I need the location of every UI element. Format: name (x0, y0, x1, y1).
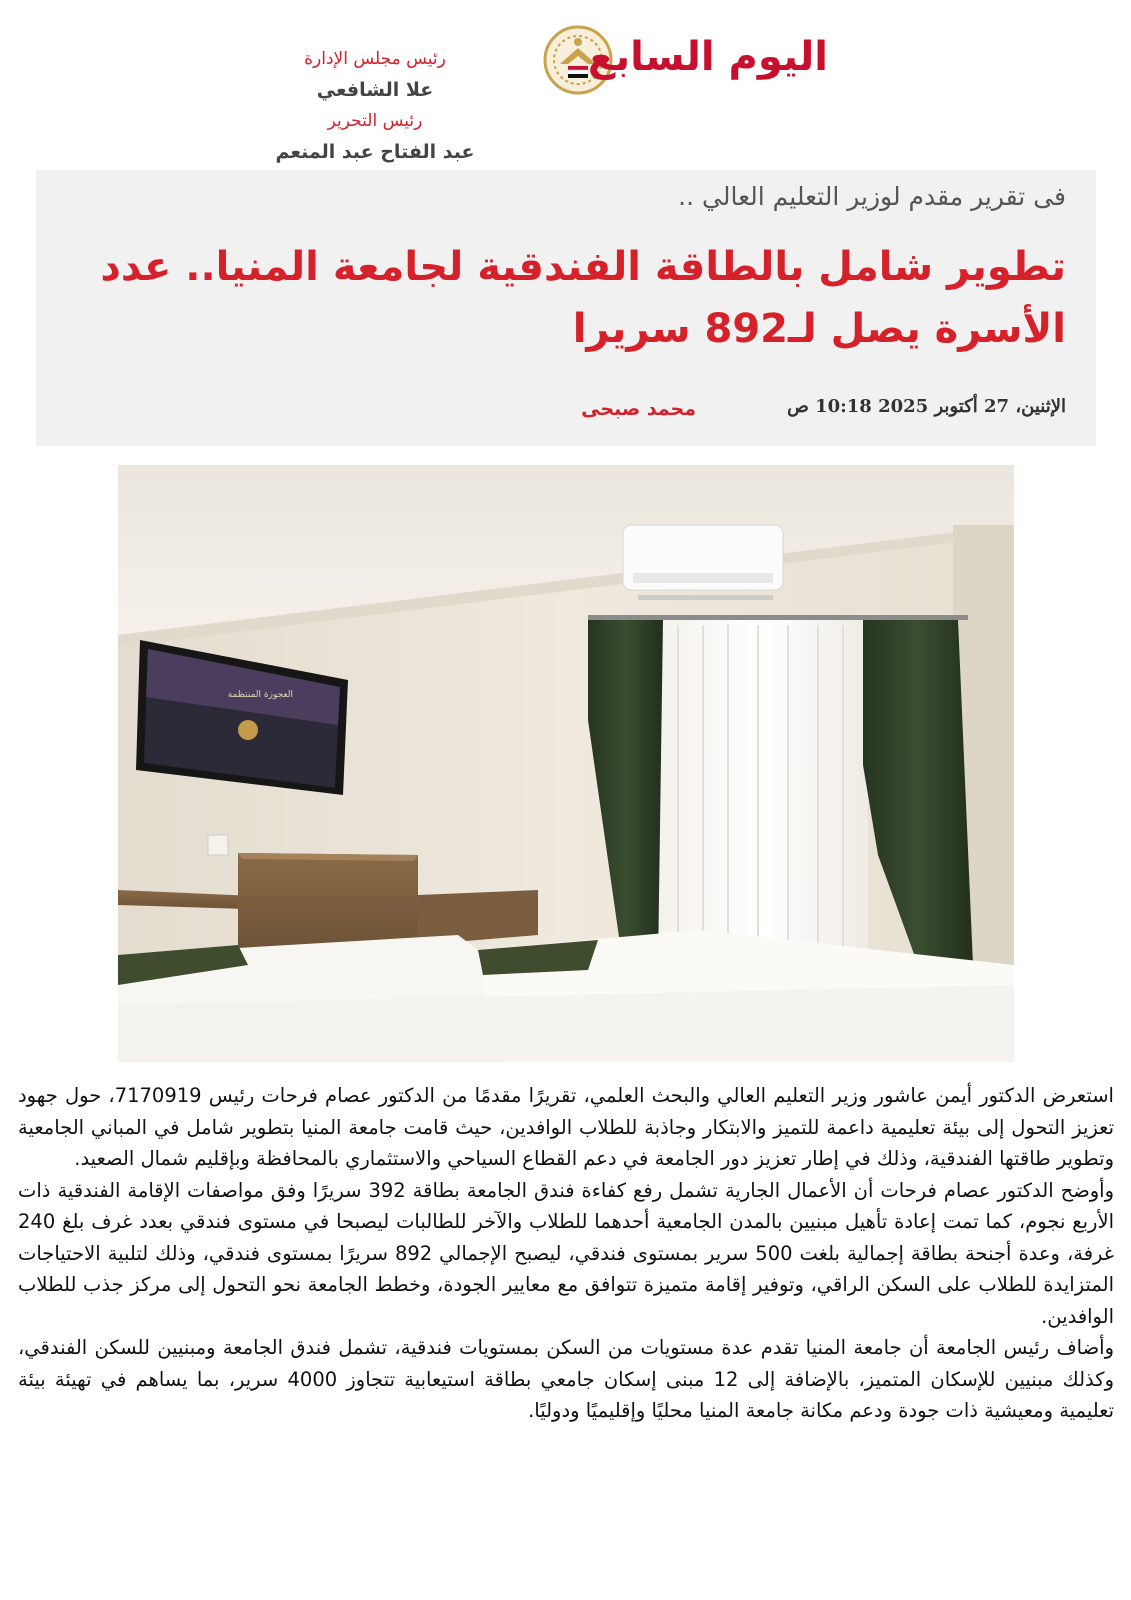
editorial-credits (250, 44, 500, 168)
article-paragraph: وأضاف رئيس الجامعة أن جامعة المنيا تقدم عدة مستويات من السكن بمستويات فندقية، تشمل فندق الجامعة ومبنيين للسكن الفندقي، وكذلك مبنيين للإسكان المتميز، بالإضافة إلى 12 مبنى إسكان جامعي بطاقة استيعابية تتجاوز 4000 سرير، بما يساهم في تهيئة بيئة تعليمية ومعيشية ذات جودة ودعم مكانة جامعة المنيا محليًا وإقليميًا ودوليًا. (18, 1336, 1114, 1422)
newspaper-logo[interactable] (538, 20, 828, 110)
hotel-room-illustration (118, 465, 1014, 1062)
article-paragraph: استعرض الدكتور أيمن عاشور وزير التعليم العالي والبحث العلمي، تقريرًا مقدمًا من الدكتور عصام فرحات رئيس 7170919، حول جهود تعزيز التحول إلى بيئة تعليمية داعمة للتميز والابتكار وجاذبة للطلاب الوافدين، حيث قامت جامعة المنيا بتطوير شامل في المباني الجامعية وتطوير طاقتها الفندقية، وذلك في إطار تعزيز دور الجامعة في دعم القطاع السياحي والاستثماري بالمحافظة وبإقليم شمال الصعيد. (18, 1084, 1114, 1170)
publish-date: الإثنين، 27 أكتوبر 2025 10:18 ص (787, 396, 1066, 417)
tv-caption: العجوزة المنتظمة (227, 690, 293, 700)
article-body (18, 1080, 1114, 1427)
board-chair-role: رئيس مجلس الإدارة (304, 49, 446, 69)
article-title: تطوير شامل بالطاقة الفندقية لجامعة المنيا.. عدد الأسرة يصل لـ892 سريرا (100, 244, 1066, 352)
headline-box (36, 170, 1096, 446)
logo-text: اليوم السابع (587, 34, 828, 80)
masthead (0, 14, 1131, 164)
article-photo (118, 465, 1014, 1062)
article-meta (66, 396, 1066, 430)
editor-name: عبد الفتاح عبد المنعم (275, 141, 475, 163)
article-paragraph: وأوضح الدكتور عصام فرحات أن الأعمال الجارية تشمل رفع كفاءة فندق الجامعة بطاقة 392 سريرًا وفق مواصفات الإقامة الفندقية ذات الأربع نجوم، كما تمت إعادة تأهيل مبنيين بالمدن الجامعية أحدهما للطلاب والآخر للطالبات ليصبحا في مستوى فندقي بعدد غرف بلغ 240 غرفة، وعدة أجنحة بطاقة إجمالية بلغت 500 سرير بمستوى فندقي، ليصبح الإجمالي 892 سريرًا بمستوى فندقي، وذلك لتلبية الاحتياجات المتزايدة للطلاب على السكن الراقي، وتوفير إقامة متميزة تتوافق مع معايير الجودة، وخطط الجامعة نحو التحول إلى مركز جذب للطلاب الوافدين. (18, 1178, 1114, 1328)
article-kicker: فى تقرير مقدم لوزير التعليم العالي .. (678, 182, 1066, 211)
board-chair-name: علا الشافعي (316, 79, 434, 101)
author-name[interactable]: محمد صبحى (581, 398, 696, 420)
editor-role: رئيس التحرير (327, 111, 423, 131)
air-conditioner (623, 525, 783, 600)
